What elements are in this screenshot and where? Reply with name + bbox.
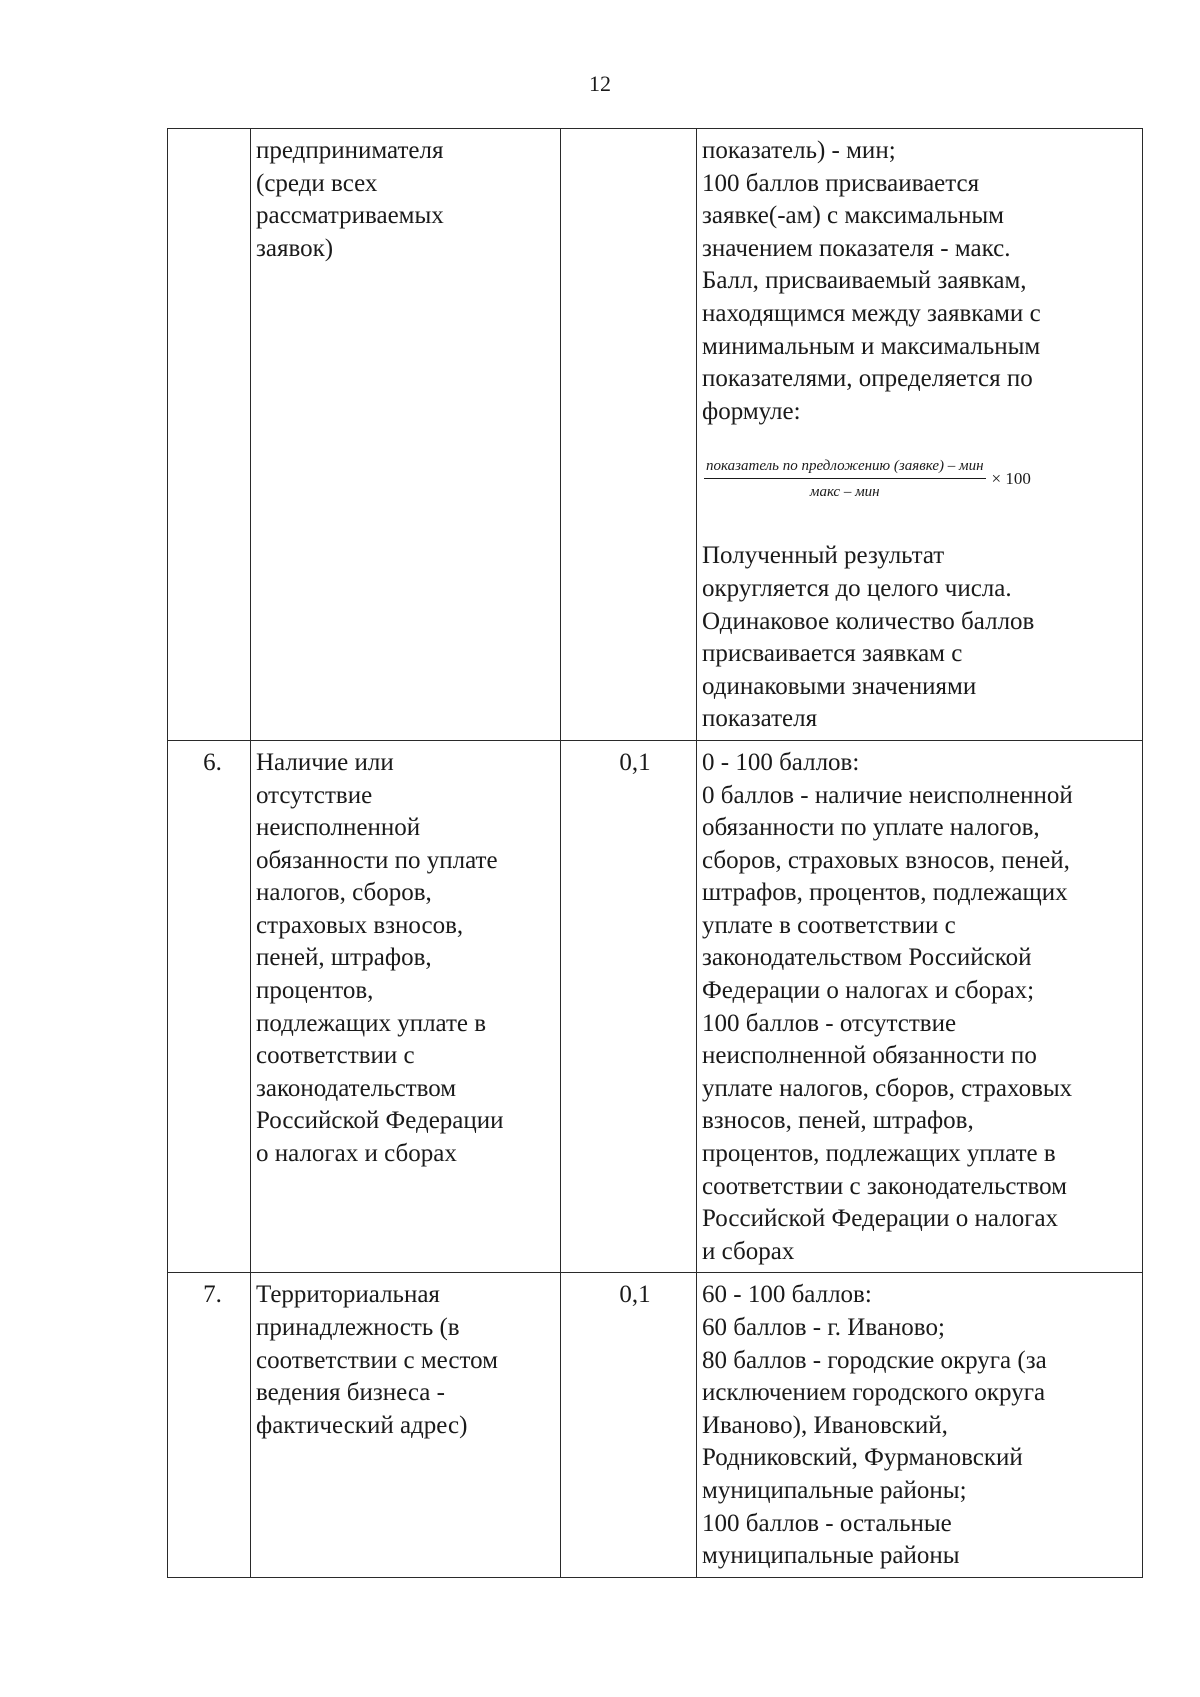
description-text: 0 - 100 баллов: 0 баллов - наличие неисполненной обязанности по уплате налогов, сборов, страховых взносов, пеней, штрафов, процентов, подлежащих уплате в соответствии с законодательством Российской Федерации о налогах и сборах; 100 баллов - отсутствие неисполненной обязанности по уплате налогов, сборов, страховых взносов, пеней, штрафов, процентов, подлежащих уплате в соответствии с законодательством Российской Федерации о налогах и сборах [702, 748, 1073, 1265]
table-row [168, 1273, 1143, 1577]
weight-cell [561, 129, 697, 741]
criterion-text: предпринимателя (среди всех рассматриваемых заявок) [256, 137, 444, 262]
criteria-table [167, 128, 1143, 1578]
criterion-text: Наличие или отсутствие неисполненной обязанности по уплате налогов, сборов, страховых взносов, пеней, штрафов, процентов, подлежащих уплате в соответствии с законодательством Российской Федерации о налогах и сборах [256, 748, 504, 1168]
description-text: Полученный результат округляется до целого числа. Одинаковое количество баллов присваивается заявкам с одинаковыми значениями показателя [702, 542, 1035, 733]
weight-cell [561, 740, 697, 1273]
score-formula [704, 456, 1138, 502]
formula-denominator: макс – мин [809, 484, 880, 501]
table-row [168, 740, 1143, 1273]
formula-fraction [704, 456, 986, 502]
criterion-cell [251, 740, 561, 1273]
description-cell [697, 1273, 1143, 1577]
row-number: 7. [203, 1281, 222, 1309]
criterion-text: Территориальная принадлежность (в соответствии с местом ведения бизнеса - фактический адрес) [256, 1281, 498, 1439]
formula-multiplier: × 100 [991, 469, 1031, 489]
formula-numerator: показатель по предложению (заявке) – мин [704, 456, 986, 479]
table-row [168, 129, 1143, 741]
page-number: 12 [589, 71, 611, 96]
criterion-cell [251, 1273, 561, 1577]
description-cell [697, 740, 1143, 1273]
row-number-cell [168, 1273, 251, 1577]
row-number-cell [168, 129, 251, 741]
row-number-cell [168, 740, 251, 1273]
description-text: 60 - 100 баллов: 60 баллов - г. Иваново; 80 баллов - городские округа (за исключением городского округа Иваново), Ивановский, Родниковский, Фурмановский муниципальные районы; 100 баллов - остальные муниципальные районы [702, 1281, 1047, 1570]
weight-value: 0,1 [619, 1281, 651, 1309]
weight-cell [561, 1273, 697, 1577]
row-number: 6. [203, 748, 222, 776]
description-cell [697, 129, 1143, 741]
description-text: показатель) - мин; 100 баллов присваивается заявке(-ам) с максимальным значением показателя - макс. Балл, присваиваемый заявкам, находящимся между заявками с минимальным и максимальным показателями, определяется по формуле: [702, 137, 1041, 425]
criterion-cell [251, 129, 561, 741]
weight-value: 0,1 [619, 748, 651, 776]
